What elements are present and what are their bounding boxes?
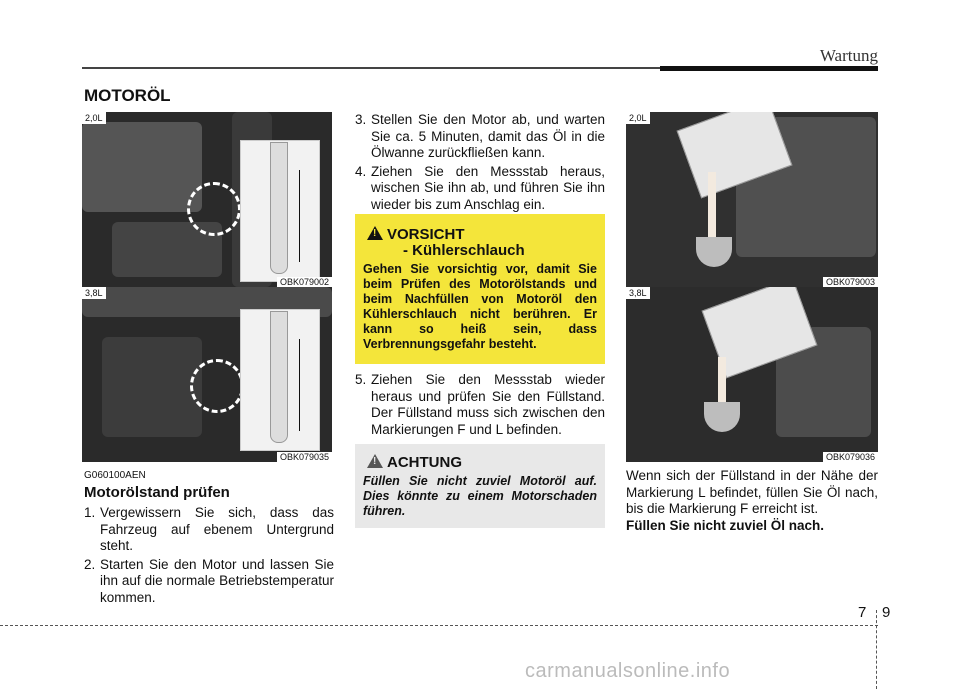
right-column	[626, 468, 878, 534]
notice-box	[355, 444, 605, 528]
engine-variant-label: 3,8L	[82, 287, 106, 299]
section-title: MOTORÖL	[84, 86, 171, 105]
step-item: 2. Starten Sie den Motor und lassen Sie ihn auf die normale Betriebstemperatur kommen.	[84, 556, 334, 605]
step-item: 3. Stellen Sie den Motor ab, und warten Sie ca. 5 Minuten, damit das Öl in die Ölwanne zurückfließen kann.	[355, 112, 605, 160]
chapter-title: Wartung	[819, 46, 878, 65]
subsection-title: Motorölstand prüfen	[84, 483, 230, 501]
caution-box	[355, 214, 605, 364]
photo-code: OBK079002	[277, 277, 332, 287]
watermark: carmanualsonline.info	[525, 660, 731, 682]
notice-title: ACHTUNG	[387, 454, 462, 471]
step-item: 5. Ziehen Sie den Messstab wieder heraus und prüfen Sie den Füllstand. Der Füllstand muss sich zwischen den Markierungen F und L befinden.	[355, 372, 605, 437]
refill-warning: Füllen Sie nicht zuviel Öl nach.	[626, 517, 825, 533]
step-item: 1. Vergewissern Sie sich, dass das Fahrzeug auf ebenem Untergrund steht.	[84, 505, 334, 553]
engine-photo-3-8l-dipstick	[82, 287, 332, 462]
footer-divider	[876, 610, 877, 689]
engine-photo-2-0l-oil-fill	[626, 112, 878, 287]
photo-code: OBK079035	[277, 452, 332, 462]
warning-triangle-icon: !	[367, 226, 383, 245]
engine-variant-label: 2,0L	[82, 112, 106, 124]
caution-body: Gehen Sie vorsichtig vor, damit Sie beim Prüfen des Motorölstands und beim Nachfüllen von Motoröl den Kühlerschlauch nicht berühren. Er kann so heiß sein, dass Verbrennungsgefahr besteht.	[363, 262, 597, 351]
doc-code: G060100AEN	[84, 470, 146, 481]
caution-subtitle: - Kühlerschlauch	[403, 242, 525, 259]
middle-column-steps-b	[355, 372, 605, 438]
engine-photo-3-8l-oil-fill	[626, 287, 878, 462]
header-bar	[660, 66, 878, 71]
warning-triangle-icon: !	[367, 454, 383, 473]
engine-photo-2-0l-dipstick	[82, 112, 332, 287]
left-column	[84, 468, 334, 606]
notice-body: Füllen Sie nicht zuviel Motoröl auf. Dies könnte zu einem Motorschaden führen.	[363, 474, 597, 518]
caution-title: VORSICHT	[387, 226, 465, 243]
engine-variant-label: 3,8L	[626, 287, 650, 299]
page-number: 9	[882, 604, 891, 621]
middle-column-steps-a	[355, 112, 605, 213]
footer-rule	[0, 625, 878, 626]
photo-code: OBK079003	[823, 277, 878, 287]
photo-code: OBK079036	[823, 452, 878, 462]
step-item: 4. Ziehen Sie den Messstab heraus, wischen Sie ihn ab, und führen Sie ihn wieder bis zum Anschlag ein.	[355, 163, 605, 212]
refill-instruction: Wenn sich der Füllstand in der Nähe der Markierung L befindet, füllen Sie Öl nach, bis die Markierung F erreicht ist.	[626, 468, 878, 516]
engine-variant-label: 2,0L	[626, 112, 650, 124]
chapter-number: 7	[858, 604, 867, 621]
